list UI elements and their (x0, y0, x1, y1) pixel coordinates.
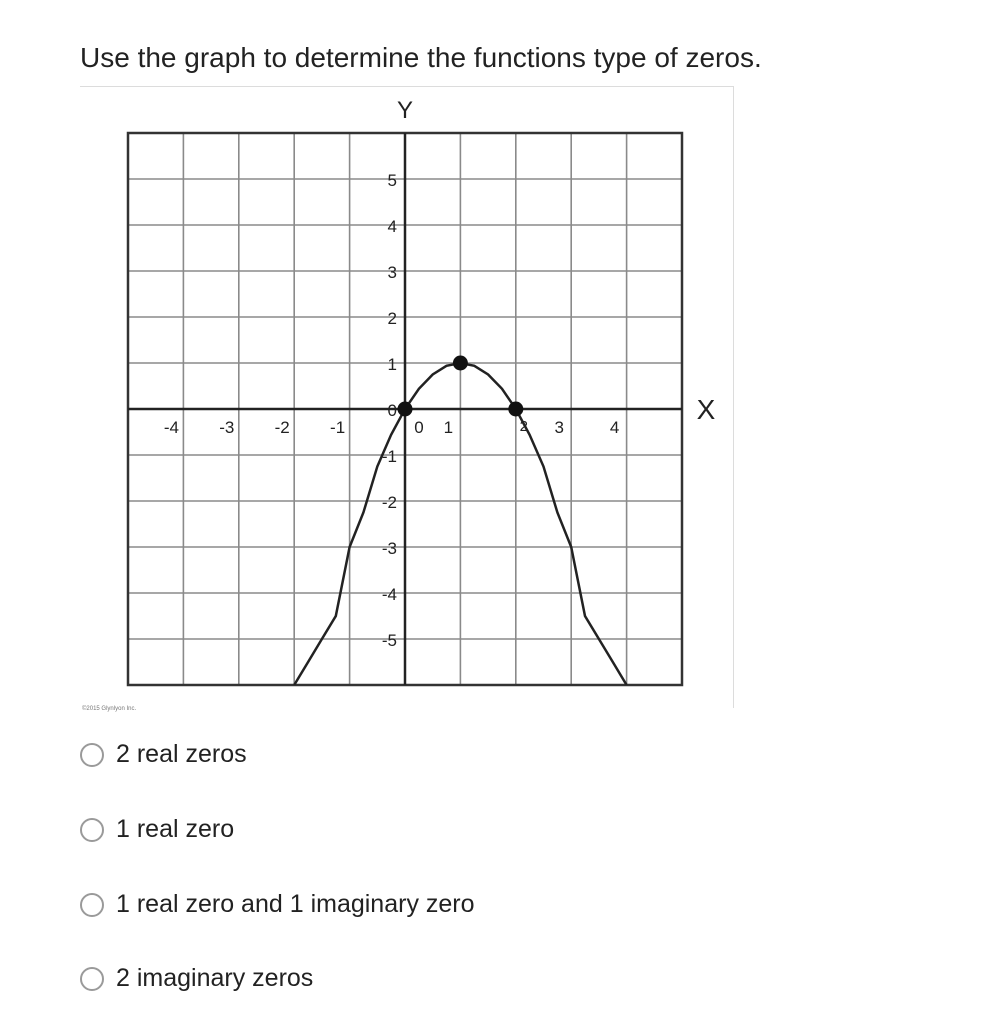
x-axis-label: X (696, 394, 716, 425)
radio-button[interactable] (80, 818, 104, 842)
option-1-real-zero[interactable] (80, 815, 234, 844)
option-2-imaginary-zeros[interactable] (80, 964, 313, 993)
option-1-real-1-imaginary[interactable] (80, 890, 475, 919)
data-point (398, 402, 413, 417)
y-tick-label: 4 (387, 217, 397, 236)
tick-labels (164, 97, 716, 650)
y-tick-label: 1 (387, 355, 397, 374)
data-point (453, 356, 468, 371)
x-tick-label: -3 (219, 418, 235, 437)
x-tick-label: 1 (443, 418, 454, 437)
y-tick-label: 3 (387, 263, 397, 282)
y-tick-label: -4 (381, 585, 397, 604)
x-tick-label: -2 (274, 418, 290, 437)
x-tick-label: 2 (519, 418, 528, 435)
y-tick-label: 0 (387, 401, 397, 420)
x-tick-label: 4 (609, 418, 620, 437)
radio-button[interactable] (80, 893, 104, 917)
y-tick-label: 2 (387, 309, 397, 328)
x-tick-label: -4 (163, 418, 179, 437)
radio-button[interactable] (80, 743, 104, 767)
y-tick-label: -2 (381, 493, 397, 512)
data-point (508, 402, 523, 417)
y-tick-label: -1 (381, 447, 397, 466)
y-axis-label: Y (396, 97, 414, 124)
radio-button[interactable] (80, 967, 104, 991)
copyright-text: ©2015 Glynlyon Inc. (82, 706, 137, 712)
question-text: Use the graph to determine the functions type of zeros. (80, 42, 762, 73)
option-2-real-zeros[interactable] (80, 740, 247, 769)
x-tick-label: -1 (330, 418, 346, 437)
x-tick-label: 0 (414, 418, 424, 437)
x-tick-label: 3 (554, 418, 564, 437)
y-tick-label: -5 (381, 631, 397, 650)
option-label: 1 real zero (116, 815, 235, 843)
option-label: 2 imaginary zeros (116, 964, 314, 992)
y-tick-label: -3 (381, 539, 397, 558)
option-label: 2 real zeros (116, 740, 247, 768)
y-tick-label: 5 (387, 171, 397, 190)
option-label: 1 real zero and 1 imaginary zero (116, 890, 475, 918)
